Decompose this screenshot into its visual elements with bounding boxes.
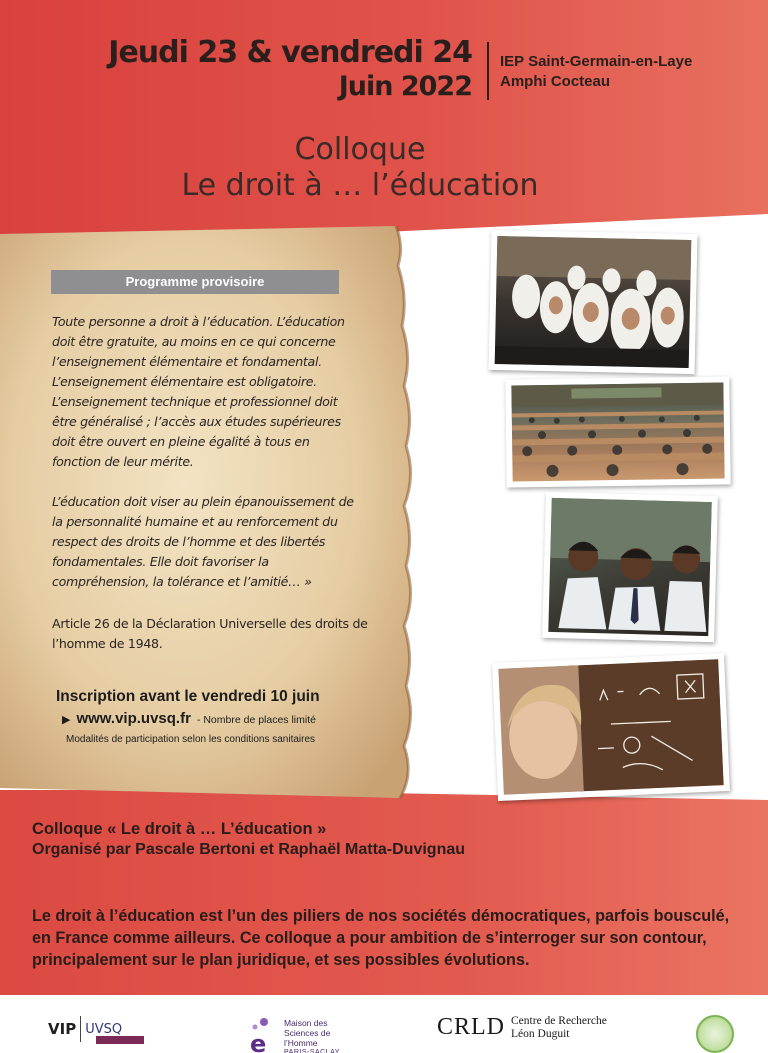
msh-logo-text: Maison des Sciences de l’Homme PARIS-SACLAY xyxy=(284,1018,340,1053)
sanitary-conditions: Modalités de participation selon les conditions sanitaires xyxy=(66,734,316,745)
date-line-2: Juin 2022 xyxy=(338,71,472,102)
venue xyxy=(500,52,692,92)
lecture-hall-image xyxy=(511,383,724,482)
uvsq-logo-text: UVSQ xyxy=(85,1021,123,1037)
round-green-logo xyxy=(696,1015,734,1053)
venue-line-1: IEP Saint-Germain-en-Laye xyxy=(500,53,693,70)
photo-girls-classroom xyxy=(489,230,698,374)
photo-schoolboys xyxy=(542,492,718,642)
date-line-1: Jeudi 23 & vendredi 24 xyxy=(108,35,472,70)
event-dates xyxy=(108,36,472,104)
svg-text:e: e xyxy=(250,1030,267,1053)
msh-logo xyxy=(244,1016,364,1053)
organisers: Organisé par Pascale Bertoni et Raphaël Matta-Duvignau xyxy=(32,841,466,858)
photo-child-blackboard xyxy=(492,653,730,801)
places-note: - Nombre de places limité xyxy=(196,714,316,726)
photo-lecture-hall xyxy=(505,376,730,487)
crld-logo-subtitle: Centre de Recherche Léon Duguit xyxy=(511,1014,607,1040)
registration-url[interactable]: www.vip.uvsq.fr xyxy=(76,710,191,727)
registration-link-row xyxy=(62,710,316,727)
article-reference: Article 26 de la Déclaration Universelle des droits de l’homme de 1948. xyxy=(52,616,368,651)
declaration-quote xyxy=(52,312,362,612)
vip-logo-divider xyxy=(80,1016,81,1042)
bottom-colloque-title: Colloque « Le droit à … L’éducation » xyxy=(32,820,327,838)
quote-paragraph-1: Toute personne a droit à l’éducation. L’éducation doit être gratuite, au moins en ce qui concerne l’enseignement élémentaire et fondamental. L’enseignement élémentaire est obligatoire. L’enseignement technique et professionnel doit être généralisé ; l’accès aux études supérieures doit être ouvert en pleine égalité à tous en fonction de leur mérite. xyxy=(52,314,345,469)
girls-classroom-image xyxy=(495,236,692,368)
colloque-description: Le droit à l’éducation est l’un des piliers de nos sociétés démocratiques, parfois bousculé, en France comme ailleurs. Ce colloque a pour ambition de s’interroger sur son contour, principalement sur le plan juridique, et ses possibles évolutions. xyxy=(32,907,730,969)
programme-label: Programme provisoire xyxy=(51,270,339,294)
uvsq-logo-bar xyxy=(96,1036,144,1044)
vip-logo-text: VIP xyxy=(48,1020,77,1038)
crld-logo-text: CRLD xyxy=(437,1014,506,1040)
child-blackboard-image xyxy=(498,659,723,794)
crld-logo xyxy=(437,1014,607,1041)
title-line-1: Colloque xyxy=(294,132,426,167)
quote-paragraph-2: L’éducation doit viser au plein épanouissement de la personnalité humaine et au renforcement du respect des droits de l’homme et des libertés fondamentales. Elle doit favoriser la compréhension, la tolérance et l’amitié… » xyxy=(52,494,354,589)
venue-line-2: Amphi Cocteau xyxy=(500,73,611,90)
schoolboys-image xyxy=(548,498,711,636)
header-divider xyxy=(487,42,489,100)
msh-logo-mark xyxy=(244,1016,274,1053)
registration-title: Inscription avant le vendredi 10 juin xyxy=(56,688,320,705)
colloque-title xyxy=(150,132,570,204)
play-arrow-icon: ▶ xyxy=(62,714,71,726)
title-line-2: Le droit à … l’éducation xyxy=(181,168,539,203)
